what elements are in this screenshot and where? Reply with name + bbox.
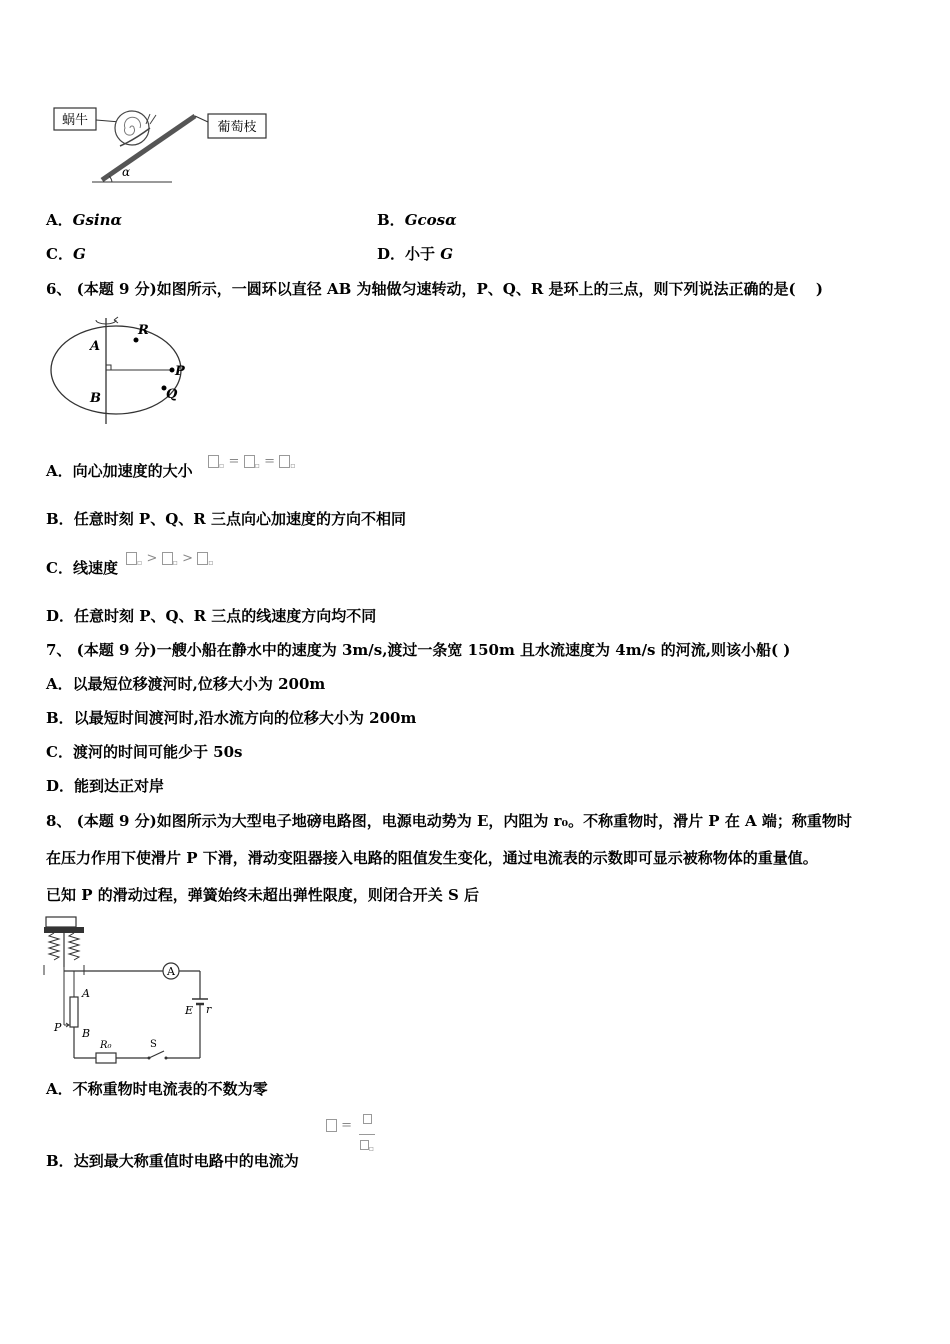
q8-option-b[interactable] bbox=[46, 1151, 299, 1171]
q8-stem-line-2: 在压力作用下使滑片 P 下滑，滑动变阻器接入电路的阻值发生变化，通过电流表的示数即可显示被称物体的重量值。 bbox=[46, 849, 818, 867]
option-text: Gsinα bbox=[72, 211, 123, 229]
label-r: R bbox=[138, 323, 149, 338]
option-letter: B． bbox=[46, 1152, 74, 1170]
option-text: 不称重物时电流表的不数为零 bbox=[72, 1080, 268, 1098]
option-letter: D． bbox=[46, 777, 75, 795]
q7-stem: 7、 (本题 9 分)一艘小船在静水中的速度为 3m/s,渡过一条宽 150m 且水流速度为 4m/s 的河流,则该小船( ) bbox=[46, 641, 791, 659]
option-text: 以最短时间渡河时,沿水流方向的位移大小为 200m bbox=[73, 709, 417, 727]
option-letter: D． bbox=[46, 607, 75, 625]
branch-label: 葡萄枝 bbox=[217, 120, 257, 135]
label-b: B bbox=[90, 391, 101, 406]
option-letter: B． bbox=[46, 709, 74, 727]
option-text: 小于 bbox=[405, 245, 441, 263]
angle-label: α bbox=[122, 165, 131, 179]
option-text: 线速度 bbox=[72, 559, 118, 577]
option-text: 达到最大称重值时电路中的电流为 bbox=[73, 1152, 299, 1170]
q6-option-b[interactable] bbox=[46, 509, 406, 529]
q7-option-d[interactable] bbox=[46, 776, 164, 796]
snail-label: 蜗牛 bbox=[61, 113, 89, 128]
formula-placeholder: = bbox=[326, 1118, 352, 1133]
q6-option-d[interactable] bbox=[46, 606, 376, 626]
q7-option-b[interactable] bbox=[46, 708, 416, 728]
q7-option-a[interactable] bbox=[46, 674, 325, 694]
fraction-placeholder: ▫ bbox=[359, 1112, 375, 1155]
q5-option-b[interactable] bbox=[377, 210, 457, 230]
ring-figure bbox=[46, 310, 196, 428]
label-a: A bbox=[82, 987, 90, 1000]
label-p: P bbox=[54, 1021, 62, 1034]
q8-stem-line-1: 8、 (本题 9 分)如图所示为大型电子地磅电路图，电源电动势为 E，内阻为 r₀。不称重物时，滑片 P 在 A 端；称重物时 bbox=[46, 812, 852, 830]
option-letter: D． bbox=[377, 245, 406, 263]
switch-label: S bbox=[150, 1039, 157, 1050]
option-letter: A． bbox=[46, 1080, 73, 1098]
emf-label: E bbox=[185, 1004, 194, 1017]
r0-label: R₀ bbox=[100, 1040, 112, 1051]
option-text: 向心加速度的大小 bbox=[72, 462, 193, 480]
option-letter: B． bbox=[377, 211, 405, 229]
option-text: 以最短位移渡河时,位移大小为 200m bbox=[72, 675, 326, 693]
option-text: 任意时刻 P、Q、R 三点向心加速度的方向不相同 bbox=[73, 510, 406, 528]
label-a: A bbox=[90, 339, 101, 354]
option-text: 渡河的时间可能少于 50s bbox=[72, 743, 243, 761]
q5-option-d[interactable] bbox=[377, 244, 453, 264]
option-letter: C． bbox=[46, 743, 73, 761]
option-letter: A． bbox=[46, 675, 73, 693]
circuit-figure bbox=[40, 915, 220, 1065]
q7-option-c[interactable] bbox=[46, 742, 243, 762]
q8-stem-line-3: 已知 P 的滑动过程，弹簧始终未超出弹性限度，则闭合开关 S 后 bbox=[46, 886, 480, 904]
option-letter: C． bbox=[46, 559, 73, 577]
option-text-var: G bbox=[440, 245, 454, 263]
option-text: G bbox=[72, 245, 86, 263]
label-q: Q bbox=[166, 387, 178, 402]
option-text: Gcosα bbox=[404, 211, 457, 229]
option-letter: A． bbox=[46, 462, 73, 480]
formula-placeholder: $_▫$ > $_▫$ > $_▫$ bbox=[126, 551, 214, 567]
label-b: B bbox=[82, 1027, 91, 1040]
q5-option-a[interactable] bbox=[46, 210, 122, 230]
option-letter: A． bbox=[46, 211, 73, 229]
q5-option-c[interactable] bbox=[46, 244, 86, 264]
option-text: 能到达正对岸 bbox=[74, 777, 165, 795]
q6-stem: 6、 (本题 9 分)如图所示，一圆环以直径 AB 为轴做匀速转动，P、Q、R 是环上的三点，则下列说法正确的是( ) bbox=[46, 280, 823, 298]
label-p: P bbox=[175, 364, 185, 379]
q6-option-c[interactable] bbox=[46, 558, 118, 578]
option-letter: C． bbox=[46, 245, 73, 263]
option-text: 任意时刻 P、Q、R 三点的线速度方向均不同 bbox=[74, 607, 377, 625]
snail-figure bbox=[50, 100, 272, 188]
formula-placeholder: $_▫$ = $_▫$ = $_▫$ bbox=[208, 454, 296, 470]
ammeter-label: A bbox=[167, 965, 175, 978]
option-letter: B． bbox=[46, 510, 74, 528]
q6-option-a[interactable] bbox=[46, 461, 193, 481]
internal-resistance-label: r bbox=[206, 1003, 212, 1016]
q8-option-a[interactable] bbox=[46, 1079, 268, 1099]
